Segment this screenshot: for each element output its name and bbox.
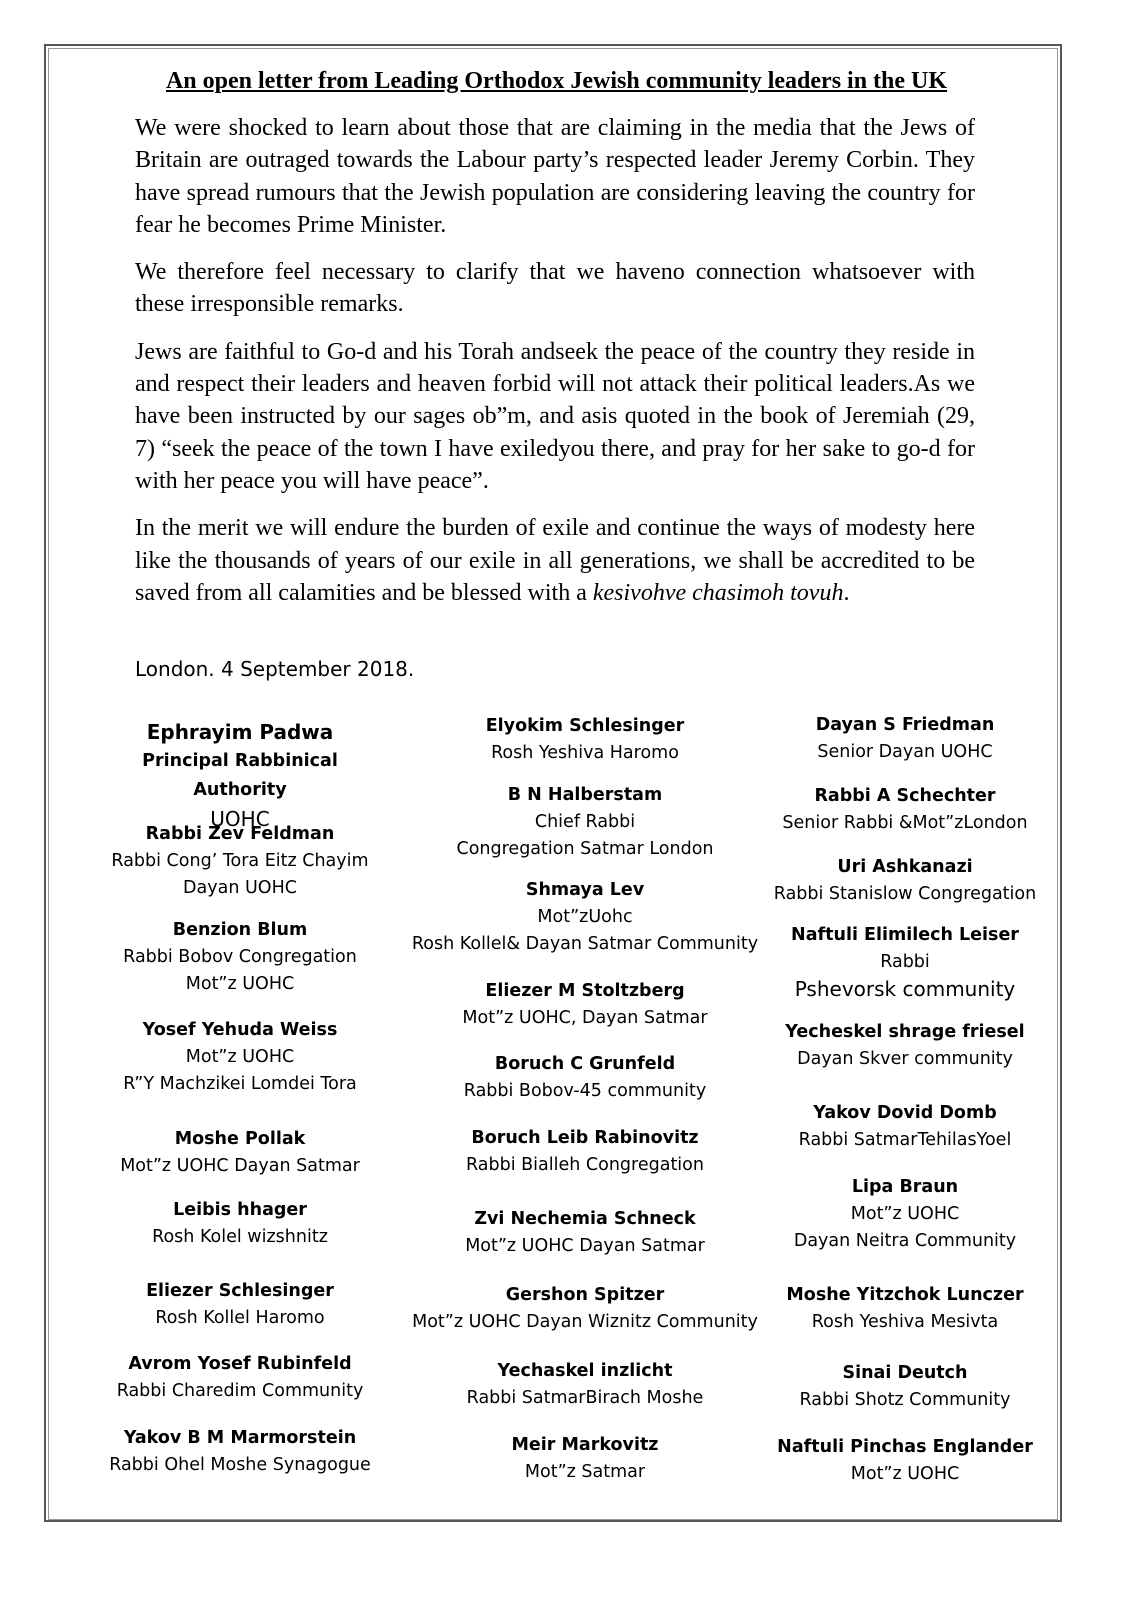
signatory-name: Dayan S Friedman xyxy=(815,715,995,735)
signatory-title: UOHC xyxy=(210,807,270,831)
signatory-name: Benzion Blum xyxy=(172,920,308,940)
signatory xyxy=(765,922,1045,1003)
signatory-name: Yosef Yehuda Weiss xyxy=(142,1020,338,1040)
signatory xyxy=(405,978,765,1032)
signatory-title: Senior Rabbi &Mot”zLondon xyxy=(782,813,1028,833)
signatory xyxy=(95,1197,385,1251)
signatory-name: Boruch Leib Rabinovitz xyxy=(471,1128,699,1148)
signatory-name: Moshe Pollak xyxy=(174,1129,306,1149)
signatory xyxy=(405,713,765,767)
signatory-title: Mot”z UOHC xyxy=(185,1047,295,1067)
signatory-name: Yakov Dovid Domb xyxy=(813,1103,997,1123)
signatory-name: Yecheskel shrage friesel xyxy=(785,1022,1025,1042)
signatory-title: Mot”z UOHC xyxy=(185,974,295,994)
signatory-title: Rosh Kolel wizshnitz xyxy=(152,1227,328,1247)
signatory-title: Rabbi Stanislow Congregation xyxy=(773,884,1037,904)
signatory xyxy=(95,1126,385,1180)
signatory-name: Rabbi Zev Feldman xyxy=(145,824,335,844)
signatory-title: Rosh Kollel Haromo xyxy=(155,1308,325,1328)
signatory-title: Dayan Neitra Community xyxy=(793,1231,1017,1251)
signatory-title: Rabbi SatmarTehilasYoel xyxy=(798,1130,1012,1150)
signatory-title: Mot”z Satmar xyxy=(524,1462,646,1482)
paragraph-3: Jews are faithful to Go-d and his Torah andseek the peace of the country they reside in and respect their leaders and heaven forbid will not attack their political leaders.As we have been instructed by our sages ob”m, and asis quoted in the book of Jeremiah (29, 7) “seek the peace of the town I have exiledyou there, and pray for her sake to go-d for with her peace you will have peace”. xyxy=(135,338,975,494)
signatory-title: Rabbi Bobov Congregation xyxy=(123,947,357,967)
signatory xyxy=(765,712,1045,766)
signatory-title: Rabbi Cong’ Tora Eitz Chayim xyxy=(111,851,369,871)
signatory-title: Mot”z UOHC Dayan Wiznitz Community xyxy=(412,1312,758,1332)
letter-body xyxy=(135,112,975,624)
signatory-name: Meir Markovitz xyxy=(511,1435,659,1455)
signatory-name: B N Halberstam xyxy=(507,785,663,805)
signatory-name: Boruch C Grunfeld xyxy=(494,1054,676,1074)
signatory-title: Senior Dayan UOHC xyxy=(817,742,993,762)
signatory xyxy=(95,1017,385,1098)
signatory-title: Rabbi Bobov-45 community xyxy=(463,1081,707,1101)
letter-title: An open letter from Leading Orthodox Jewish community leaders in the UK xyxy=(165,68,948,94)
signatory-title: Rabbi Bialleh Congregation xyxy=(466,1155,704,1175)
signatory xyxy=(765,1019,1045,1073)
signatory xyxy=(765,1434,1045,1488)
signatory-name: Gershon Spitzer xyxy=(505,1285,665,1305)
signatory xyxy=(405,1282,765,1336)
signatory-title: Pshevorsk community xyxy=(794,977,1016,1001)
signatory xyxy=(95,917,385,998)
signatory xyxy=(405,1206,765,1260)
signatory-name: Moshe Yitzchok Lunczer xyxy=(786,1285,1024,1305)
signatory-name: Leibis hhager xyxy=(173,1200,307,1220)
signatory-title: R”Y Machzikei Lomdei Tora xyxy=(123,1074,357,1094)
signatory-name: Naftuli Elimilech Leiser xyxy=(791,925,1019,945)
signatory-name: Lipa Braun xyxy=(851,1177,959,1197)
signatory-title: Rosh Yeshiva Mesivta xyxy=(811,1312,999,1332)
paragraph-4-blessing: kesivohve chasimoh tovuh xyxy=(592,579,844,606)
signatory-title: Principal Rabbinical Authority xyxy=(142,751,338,800)
signatory xyxy=(405,1358,765,1412)
signatory-title: Mot”z UOHC Dayan Satmar xyxy=(120,1156,360,1176)
place-date: London. 4 September 2018. xyxy=(135,657,415,681)
signatory xyxy=(95,1351,385,1405)
signatory-name: Elyokim Schlesinger xyxy=(485,716,685,736)
signatory-name: Ephrayim Padwa xyxy=(146,720,334,744)
paragraph-4 xyxy=(135,512,975,609)
signatory-title: Rabbi Shotz Community xyxy=(799,1390,1011,1410)
signatory-title: Dayan Skver community xyxy=(797,1049,1013,1069)
signatory-title: Rabbi Charedim Community xyxy=(116,1381,364,1401)
signatory xyxy=(95,1425,385,1479)
signatory-title: Rosh Yeshiva Haromo xyxy=(491,743,679,763)
signatory-name: Eliezer M Stoltzberg xyxy=(485,981,685,1001)
signatory xyxy=(405,782,765,863)
signatory xyxy=(95,718,385,834)
signatory-title: Chief Rabbi xyxy=(534,812,636,832)
paragraph-4-text: In the merit we will endure the burden of exile and continue the ways of modesty here like the thousands of years of our exile in all generations, we shall be accredited to be saved from all calamities and be blessed with a xyxy=(135,515,975,606)
signatory xyxy=(765,1282,1045,1336)
signatory-title: Rabbi Ohel Moshe Synagogue xyxy=(109,1455,371,1475)
signatory-name: Naftuli Pinchas Englander xyxy=(777,1437,1033,1457)
signatory xyxy=(95,1278,385,1332)
paragraph-4-end: . xyxy=(843,579,850,606)
signatory-title: Mot”z UOHC Dayan Satmar xyxy=(465,1236,705,1256)
paragraph-1: We were shocked to learn about those that are claiming in the media that the Jews of Britain are outraged towards the Labour party’s respected leader Jeremy Corbin. They have spread rumours that the Jewish population are considering leaving the country for fear he becomes Prime Minister. xyxy=(135,115,975,238)
signatory-title: Mot”zUohc xyxy=(537,907,633,927)
signatory xyxy=(405,1051,765,1105)
signatory xyxy=(765,1100,1045,1154)
signatory xyxy=(405,1125,765,1179)
signatory-title: Rabbi SatmarBirach Moshe xyxy=(466,1388,704,1408)
signatory xyxy=(405,1432,765,1486)
signatory-title: Mot”z UOHC xyxy=(850,1204,960,1224)
signatory-name: Rabbi A Schechter xyxy=(814,786,996,806)
signatory xyxy=(95,821,385,902)
signatory-name: Sinai Deutch xyxy=(842,1363,968,1383)
signatory xyxy=(405,877,765,958)
signatory-title: Mot”z UOHC, Dayan Satmar xyxy=(462,1008,708,1028)
signatory-name: Eliezer Schlesinger xyxy=(146,1281,334,1301)
signatory-name: Yakov B M Marmorstein xyxy=(123,1428,357,1448)
signatory xyxy=(765,783,1045,837)
signatory-title: Congregation Satmar London xyxy=(456,839,714,859)
signatory-name: Avrom Yosef Rubinfeld xyxy=(128,1354,352,1374)
signatory-title: Rosh Kollel& Dayan Satmar Community xyxy=(411,934,759,954)
paragraph-2: We therefore feel necessary to clarify that we haveno connection whatsoever with these irresponsible remarks. xyxy=(135,259,975,318)
signatory-title: Mot”z UOHC xyxy=(850,1464,960,1484)
signatory-name: Zvi Nechemia Schneck xyxy=(474,1209,696,1229)
signatory-title: Rabbi xyxy=(880,952,930,972)
signatory xyxy=(765,1174,1045,1255)
signatory xyxy=(765,854,1045,908)
signatory-name: Yechaskel inzlicht xyxy=(497,1361,673,1381)
signatory xyxy=(765,1360,1045,1414)
signatory-name: Uri Ashkanazi xyxy=(837,857,973,877)
signatory-title: Dayan UOHC xyxy=(183,878,297,898)
signatory-name: Shmaya Lev xyxy=(525,880,645,900)
